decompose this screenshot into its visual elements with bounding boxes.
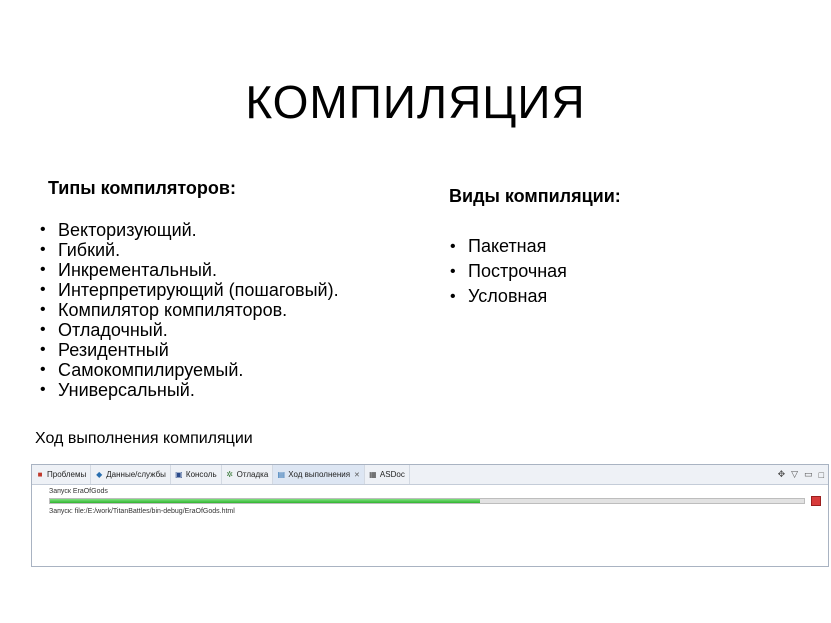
list-item-text: Интерпретирующий (пошаговый). <box>58 280 339 300</box>
list-item-text: Резидентный <box>58 340 169 360</box>
progress-bar-fill <box>50 499 480 503</box>
asdoc-icon: ▦ <box>369 469 377 479</box>
maximize-icon[interactable]: □ <box>818 469 824 480</box>
list-item <box>38 320 339 340</box>
compiler-types-list <box>38 220 339 400</box>
bullet-icon: • <box>40 321 46 338</box>
progress-caption: Ход выполнения компиляции <box>35 430 253 447</box>
tab-label: Проблемы <box>47 470 87 479</box>
tab-label: ASDoc <box>379 470 405 479</box>
list-item <box>38 280 339 300</box>
tab-label: Отладка <box>236 470 269 479</box>
compilation-kinds-list <box>448 234 567 309</box>
progress-icon: ▤ <box>277 469 286 479</box>
list-item-text: Построчная <box>468 261 567 281</box>
bullet-icon: • <box>40 241 46 258</box>
panel-toolbar <box>778 465 824 484</box>
close-tab-icon[interactable]: ✕ <box>354 471 360 479</box>
tab-problems[interactable] <box>32 465 91 484</box>
bullet-icon: • <box>40 261 46 278</box>
tab-data-services[interactable] <box>91 465 171 484</box>
list-item-text: Пакетная <box>468 236 547 256</box>
progress-bar <box>49 498 805 504</box>
ide-progress-panel <box>31 464 829 567</box>
console-icon: ▣ <box>175 469 183 479</box>
bullet-icon: • <box>450 288 456 305</box>
debug-icon: ✲ <box>226 469 233 479</box>
data-services-icon: ◆ <box>96 469 103 479</box>
list-item-text: Инкрементальный. <box>58 260 217 280</box>
bullet-icon: • <box>40 221 46 238</box>
list-item <box>448 284 567 309</box>
list-item <box>38 240 339 260</box>
run-title: Запуск EraOfGods <box>49 488 108 495</box>
list-item-text: Векторизующий. <box>58 220 197 240</box>
run-path: Запуск: file:/E:/work/TitanBattles/bin-debug/EraOfGods.html <box>49 508 235 515</box>
list-item-text: Самокомпилируемый. <box>58 360 244 380</box>
bullet-icon: • <box>40 301 46 318</box>
compiler-types-heading: Типы компиляторов: <box>48 178 236 198</box>
bullet-icon: • <box>40 381 46 398</box>
stop-button[interactable] <box>811 496 821 506</box>
minimize-icon[interactable]: ▭ <box>804 469 813 479</box>
compilation-kinds-heading: Виды компиляции: <box>449 186 621 206</box>
tab-label: Данные/службы <box>106 470 166 479</box>
list-item-text: Компилятор компиляторов. <box>58 300 288 320</box>
list-item <box>448 259 567 284</box>
tab-progress[interactable] <box>273 465 365 484</box>
tab-debug[interactable] <box>222 465 274 484</box>
list-item <box>448 234 567 259</box>
list-item <box>38 360 339 380</box>
list-item-text: Отладочный. <box>58 320 168 340</box>
tab-label: Консоль <box>185 470 217 479</box>
problems-icon: ■ <box>37 469 43 479</box>
list-item-text: Условная <box>468 286 548 306</box>
list-item-text: Универсальный. <box>58 380 195 400</box>
tab-asdoc[interactable] <box>365 465 410 484</box>
tab-label: Ход выполнения <box>288 470 351 479</box>
panel-tabbar <box>32 465 828 485</box>
list-item <box>38 220 339 240</box>
list-item <box>38 340 339 360</box>
view-menu-icon[interactable]: ▽ <box>791 469 799 479</box>
list-item-text: Гибкий. <box>58 240 121 260</box>
bullet-icon: • <box>40 281 46 298</box>
list-item <box>38 380 339 400</box>
remove-all-icon[interactable]: ✥ <box>777 469 786 479</box>
bullet-icon: • <box>450 263 456 280</box>
list-item <box>38 300 339 320</box>
tab-console[interactable] <box>171 465 222 484</box>
list-item <box>38 260 339 280</box>
bullet-icon: • <box>40 341 46 358</box>
bullet-icon: • <box>40 361 46 378</box>
bullet-icon: • <box>450 238 456 255</box>
slide-title: КОМПИЛЯЦИЯ <box>245 76 586 128</box>
